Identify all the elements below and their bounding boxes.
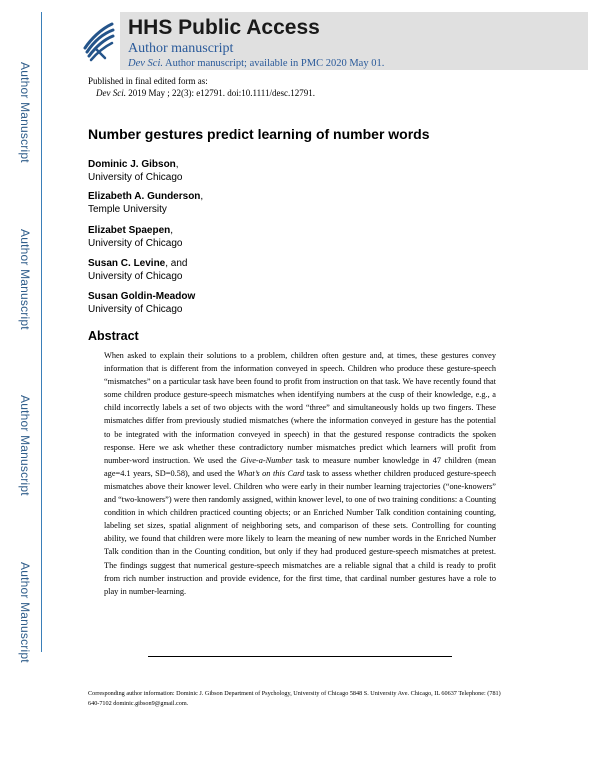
author-block [88, 257, 188, 283]
side-label-author-manuscript: Author Manuscript [18, 229, 32, 330]
header-subtitle: Author manuscript [128, 41, 234, 56]
author-suffix: , [175, 159, 179, 170]
author-name: Dominic J. Gibson [88, 159, 176, 170]
author-affiliation: Temple University [88, 204, 167, 215]
side-label-author-manuscript: Author Manuscript [18, 562, 32, 663]
author-name: Susan Goldin-Meadow [88, 291, 196, 302]
header-availability-text: Author manuscript; available in PMC 2020 May 01. [162, 58, 385, 69]
abstract-part: task to assess whether children produced gesture-speech mismatches above their knower level. Children who were early in their number learning trajectories (“one-knowers” and “two-knowers”) were then randomly assigned, within knower level, to one of two training conditions: a Counting condition in which children practiced counting objects; or an Enriched Number Talk condition containing counting, labeling set sizes, spatial alignment of neighboring sets, and comparison of these sets. Controlling for counting ability, we found that children were more likely to learn the meaning of new number words in the Enriched Number Talk condition than in the Counting condition, but only if they had produced gesture-speech mismatches at pretest. The findings suggest that numerical gesture-speech mismatches are a reliable signal that a child is ready to profit from rich number instruction and provide evidence, for the first time, that cardinal number gestures have a role to play in number-learning. [104, 468, 496, 596]
citation-text: 2019 May ; 22(3): e12791. doi:10.1111/desc.12791. [125, 88, 315, 98]
header-title: HHS Public Access [128, 16, 320, 39]
hhs-eagle-logo-icon [76, 12, 120, 70]
header-journal: Dev Sci. [128, 58, 163, 69]
author-name: Elizabet Spaepen [88, 225, 171, 236]
side-label-author-manuscript: Author Manuscript [18, 395, 32, 496]
author-name: Susan C. Levine [88, 258, 166, 269]
author-suffix: , [170, 225, 174, 236]
corresponding-author-footnote: Corresponding author information: Dominic J. Gibson Department of Psychology, University of Chicago 5848 S. University Ave. Chicago, IL 60637 Telephone: (781) 640-7102 dominic.gibson9@gmail.com. [88, 690, 501, 707]
header-availability [128, 58, 384, 69]
side-label-author-manuscript: Author Manuscript [18, 62, 32, 163]
author-affiliation: University of Chicago [88, 172, 183, 183]
author-name: Elizabeth A. Gunderson [88, 191, 201, 202]
paper-title: Number gestures predict learning of number words [88, 126, 430, 142]
author-suffix: , and [165, 258, 188, 269]
footnote-separator [148, 656, 452, 657]
author-affiliation: University of Chicago [88, 271, 183, 282]
hhs-public-access-header [76, 12, 588, 70]
abstract-part: When asked to explain their solutions to a problem, children often gesture and, at times, these gestures convey information that is different from the information conveyed in speech. Children who produce these gesture-speech “mismatches” on a particular task have been found to profit from instruction on that task. We have recently found that some children produce gesture-speech mismatches when identifying numbers at the cusp of their knowledge, e.g., a child incorrectly labels a set of two objects with the word “three” and simultaneously holds up two fingers. These mismatches differ from previously studied mismatches (where the information conveyed in gesture has the potential to be integrated with the information conveyed in speech) in that the gestured response contradicts the spoken response. Here we ask whether these contradictory number mismatches predict which learners will profit from number-word instruction. We used the [104, 351, 496, 465]
abstract-text [104, 349, 496, 598]
citation-journal: Dev Sci. [96, 88, 126, 98]
author-block [88, 290, 195, 316]
publication-citation [96, 88, 315, 98]
author-affiliation: University of Chicago [88, 238, 183, 249]
abstract-part: task to measure number knowledge in 47 children (mean age=4.1 years, SD=0.58), and used the [104, 455, 496, 478]
abstract-heading: Abstract [88, 329, 139, 343]
author-block [88, 158, 182, 184]
published-in-label: Published in final edited form as: [88, 76, 208, 86]
margin-rule [41, 12, 42, 652]
author-block [88, 190, 203, 216]
abstract-italic-task: Give-a-Number [240, 455, 293, 465]
author-suffix: , [200, 191, 204, 202]
abstract-italic-task: What’s on this Card [237, 468, 305, 478]
author-block [88, 224, 182, 250]
author-affiliation: University of Chicago [88, 304, 183, 315]
